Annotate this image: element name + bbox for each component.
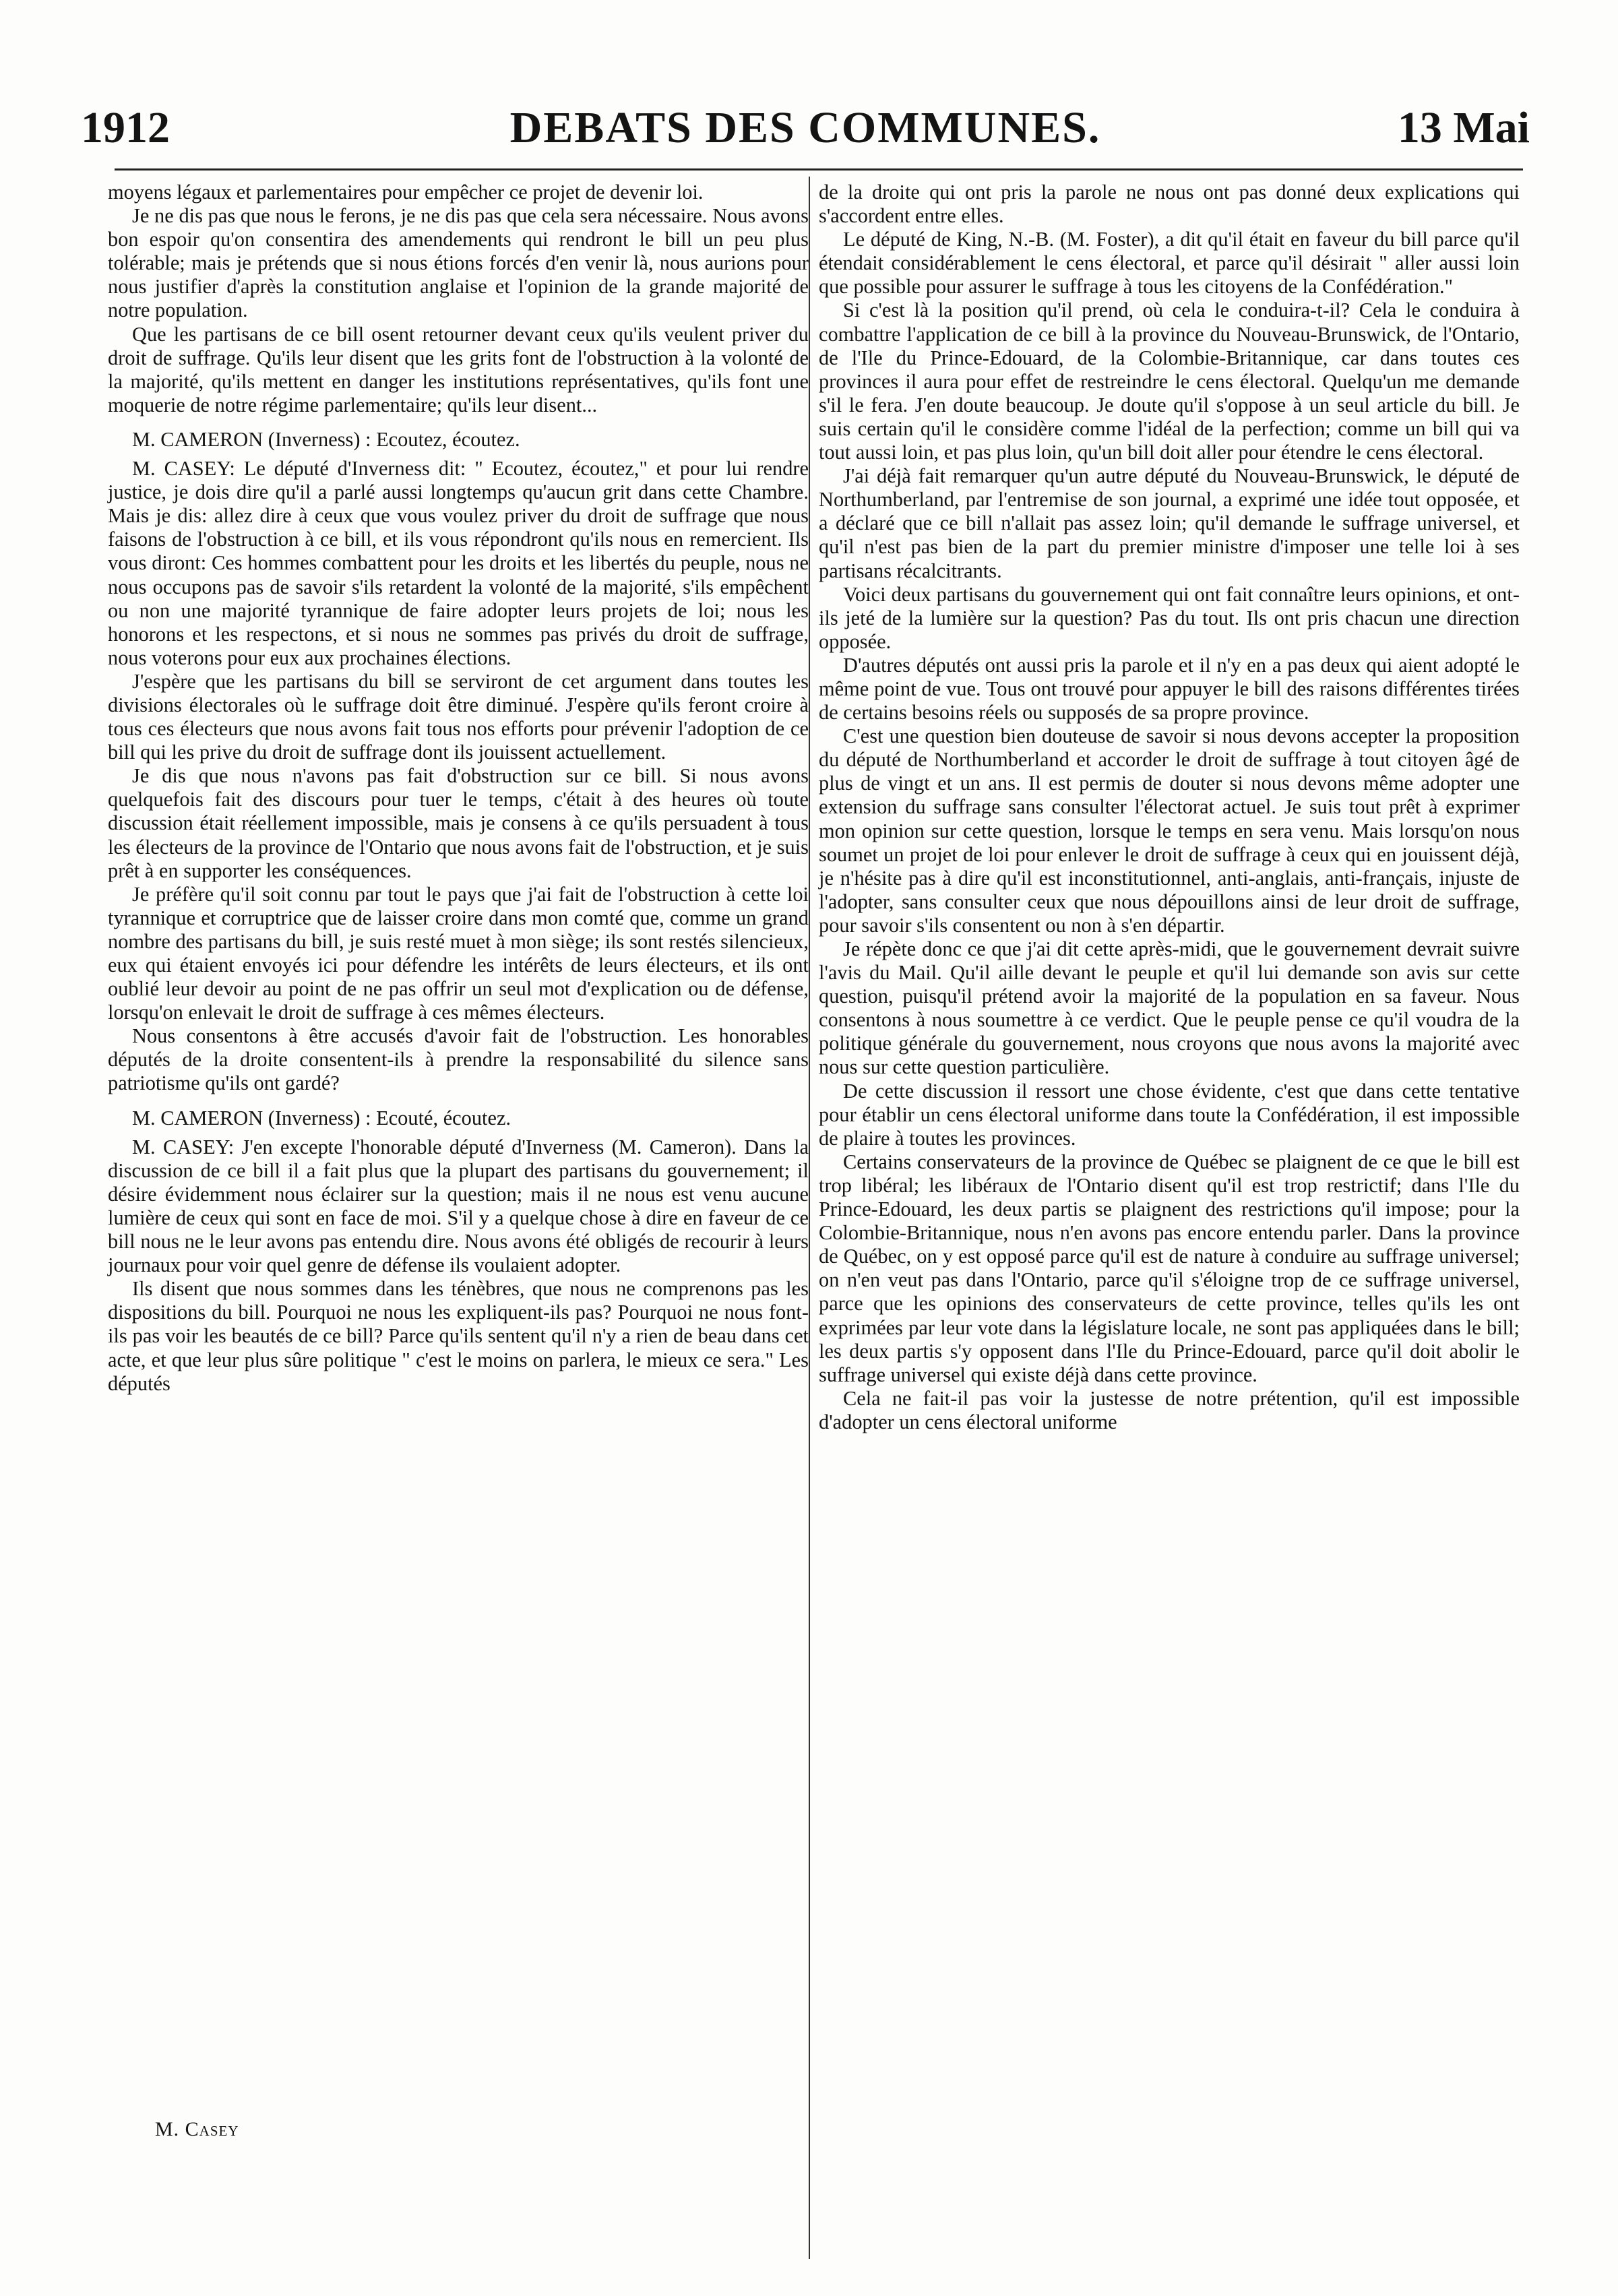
paragraph: Le député de King, N.-B. (M. Foster), a dit qu'il était en faveur du bill parce qu'il étendait considérablement le cens électoral, et parce qu'il désirait " aller aussi loin que possible pour assurer le suffrage à tous les citoyens de la Confédération." <box>819 228 1520 299</box>
right-column <box>819 181 1520 1434</box>
paragraph: J'ai déjà fait remarquer qu'un autre député du Nouveau-Brunswick, le député de Northumberland, par l'entremise de son journal, a exprimé une idée tout opposée, et a déclaré que ce bill n'allait pas assez loin; qu'il demande le suffrage universel, et qu'il n'est pas bien de la part du premier ministre d'imposer une telle loi à ses partisans récalcitrants. <box>819 464 1520 582</box>
paragraph: Je dis que nous n'avons pas fait d'obstruction sur ce bill. Si nous avons quelquefois fait des discours pour tuer le temps, c'était à des heures où toute discussion était réellement impossible, mais je consens à ce qu'ils persuadent à tous les électeurs de la province de l'Ontario que nous avons fait de l'obstruction, et je suis prêt à en supporter les conséquences. <box>108 764 809 882</box>
paragraph: C'est une question bien douteuse de savoir si nous devons accepter la proposition du député de Northumberland et accorder le droit de suffrage à tout citoyen âgé de plus de vingt et un ans. Il est permis de douter si nous devons même adopter une extension du suffrage sans consulter l'électorat actuel. Je suis tout prêt à exprimer mon opinion sur cette question, lorsque le temps en sera venu. Mais lorsqu'on nous soumet un projet de loi pour enlever le droit de suffrage à ceux qui en jouissent déjà, je n'hésite pas à dire qu'il est inconstitutionnel, anti-anglais, anti-français, injuste de l'adopter, sans consulter ceux que nous dépouillons ainsi de leur droit de suffrage, pour savoir s'ils consentent ou non à s'en départir. <box>819 724 1520 937</box>
paragraph: Si c'est là la position qu'il prend, où cela le conduira-t-il? Cela le conduira à combattre l'application de ce bill à la province du Nouveau-Brunswick, de l'Ontario, de l'Ile du Prince-Edouard, de la Colombie-Britannique, car dans toutes ces provinces il aura pour effet de restreindre le cens électoral. Quelqu'un me demande s'il le fera. J'en doute beaucoup. Je doute qu'il s'oppose à un seul article du bill. Je suis certain qu'il le considère comme l'idéal de la perfection; comme un bill qui va tout aussi loin, et pas plus loin, qu'un bill doit aller pour étendre le cens électoral. <box>819 299 1520 464</box>
paragraph: Certains conservateurs de la province de Québec se plaignent de ce que le bill est trop libéral; les libéraux de l'Ontario disent qu'il est trop restrictif; dans l'Ile du Prince-Edouard, les deux partis se plaignent des restrictions qu'il impose; pour la Colombie-Britannique, nous n'en avons pas encore entendu parler. Dans la province de Québec, on y est opposé parce qu'il est de nature à conduire au suffrage universel; on n'en veut pas dans l'Ontario, parce qu'il s'éloigne trop de ce suffrage universel, parce que les opinions des conservateurs de cette province, telles qu'ils les ont exprimées par leur vote dans la législature locale, ne sont pas appliquées dans le bill; les deux partis s'y opposent dans l'Ile du Prince-Edouard, parce qu'il doit abolir le suffrage universel qui existe déjà dans cette province. <box>819 1150 1520 1386</box>
paragraph: Je préfère qu'il soit connu par tout le pays que j'ai fait de l'obstruction à cette loi tyrannique et corruptrice que de laisser croire dans mon comté que, comme un grand nombre des partisans du bill, je suis resté muet à mon siège; ils sont restés silencieux, eux qui étaient envoyés ici pour défendre les intérêts de leurs électeurs, et ils ont oublié leur devoir au point de ne pas offrir un seul mot d'explication ou de défense, lorsqu'on enlevait le droit de suffrage à ces mêmes électeurs. <box>108 882 809 1024</box>
paragraph: De cette discussion il ressort une chose évidente, c'est que dans cette tentative pour établir un cens électoral uniforme dans toute la Confédération, il est impossible de plaire à toutes les provinces. <box>819 1079 1520 1150</box>
page-title: DEBATS DES COMMUNES. <box>509 103 1101 152</box>
paragraph: Nous consentons à être accusés d'avoir fait de l'obstruction. Les honorables députés de la droite consentent-ils à prendre la responsabilité du silence sans patriotisme qu'ils ont gardé? <box>108 1024 809 1095</box>
column-divider <box>809 177 810 2259</box>
paragraph: Que les partisans de ce bill osent retourner devant ceux qu'ils veulent priver du droit de suffrage. Qu'ils leur disent que les grits font de l'obstruction à la volonté de la majorité, qu'ils mettent en danger les institutions représentatives, qu'ils font une moquerie de notre régime parlementaire; qu'ils leur disent... <box>108 322 809 416</box>
paragraph: de la droite qui ont pris la parole ne nous ont pas donné deux explications qui s'accordent entre elles. <box>819 181 1520 228</box>
paragraph: moyens légaux et parlementaires pour empêcher ce projet de devenir loi. <box>108 181 704 204</box>
header-date: 13 Mai <box>1397 103 1530 152</box>
paragraph: Cela ne fait-il pas voir la justesse de notre prétention, qu'il est impossible d'adopter un cens électoral uniforme <box>819 1386 1520 1433</box>
speaker-line: M. CAMERON (Inverness) : Ecoutez, écoutez. <box>132 427 520 451</box>
paragraph: Je ne dis pas que nous le ferons, je ne dis pas que cela sera nécessaire. Nous avons bon espoir qu'on consentira des amendements qui rendront le bill un peu plus tolérable; mais je prétends que si nous étions forcés d'en venir là, nous aurions pour nous justifier d'après la constitution anglaise et l'opinion de la grande majorité de notre population. <box>108 204 809 322</box>
footer-signature: M. Casey <box>155 2118 239 2140</box>
paragraph: Ils disent que nous sommes dans les ténèbres, que nous ne comprenons pas les dispositions du bill. Pourquoi ne nous les expliquent-ils pas? Pourquoi ne nous font-ils pas voir les beautés de ce bill? Parce qu'ils sentent qu'il n'y a rien de beau dans cet acte, et que leur plus sûre politique " c'est le moins on parlera, le mieux ce sera." Les députés <box>108 1277 809 1395</box>
paragraph: J'espère que les partisans du bill se serviront de cet argument dans toutes les divisions électorales où le suffrage doit être diminué. J'espère qu'ils feront croire à tous ces électeurs que nous avons fait tous nos efforts pour prévenir l'adoption de ce bill qui les prive du droit de suffrage dont ils jouissent actuellement. <box>108 669 809 764</box>
left-column <box>108 181 809 1396</box>
page-header <box>81 102 1530 156</box>
page-number: 1912 <box>81 103 170 152</box>
paragraph: Voici deux partisans du gouvernement qui ont fait connaître leurs opinions, et ont-ils jeté de la lumière sur la question? Pas du tout. Ils ont pris chacun une direction opposée. <box>819 582 1520 653</box>
paragraph: M. CASEY: J'en excepte l'honorable député d'Inverness (M. Cameron). Dans la discussion de ce bill il a fait plus que la plupart des partisans du gouvernement; il désire évidemment nous éclairer sur la question; mais il ne nous est venu aucune lumière de ceux qui sont en face de moi. S'il y a quelque chose à dire en faveur de ce bill nous ne le leur avons pas entendu dire. Nous avons été obligés de recourir à leurs journaux pour voir quel genre de défense ils voulaient adopter. <box>108 1135 809 1277</box>
paragraph: M. CASEY: Le député d'Inverness dit: " Ecoutez, écoutez," et pour lui rendre justice, je dois dire qu'il a parlé aussi longtemps qu'aucun grit dans cette Chambre. Mais je dis: allez dire à ceux que vous voulez priver du droit de suffrage que nous faisons de l'obstruction à ce bill, et ils vous répondront qu'ils nous en remercient. Ils vous diront: Ces hommes combattent pour les droits et les libertés du peuple, nous ne nous occupons pas de savoir s'ils retardent la volonté de la majorité, s'ils empêchent ou non une majorité tyrannique de faire adopter leurs projets de loi; nous les honorons et les respectons, et si nous ne sommes pas privés du droit de suffrage, nous voterons pour eux aux prochaines élections. <box>108 457 809 669</box>
paragraph: Je répète donc ce que j'ai dit cette après-midi, que le gouvernement devrait suivre l'avis du Mail. Qu'il aille devant le peuple et qu'il lui demande son avis sur cette question, puisqu'il prétend avoir la majorité de la population en sa faveur. Nous consentons à nous soumettre à ce verdict. Que le peuple pense ce qu'il voudra de la politique générale du gouvernement, nous croyons que nous avons la majorité avec nous sur cette question particulière. <box>819 937 1520 1079</box>
paragraph: D'autres députés ont aussi pris la parole et il n'y en a pas deux qui aient adopté le même point de vue. Tous ont trouvé pour appuyer le bill des raisons différentes tirées de certains besoins réels ou supposés de sa propre province. <box>819 653 1520 724</box>
speaker-line: M. CAMERON (Inverness) : Ecouté, écoutez. <box>132 1106 511 1129</box>
header-rule <box>115 168 1523 170</box>
